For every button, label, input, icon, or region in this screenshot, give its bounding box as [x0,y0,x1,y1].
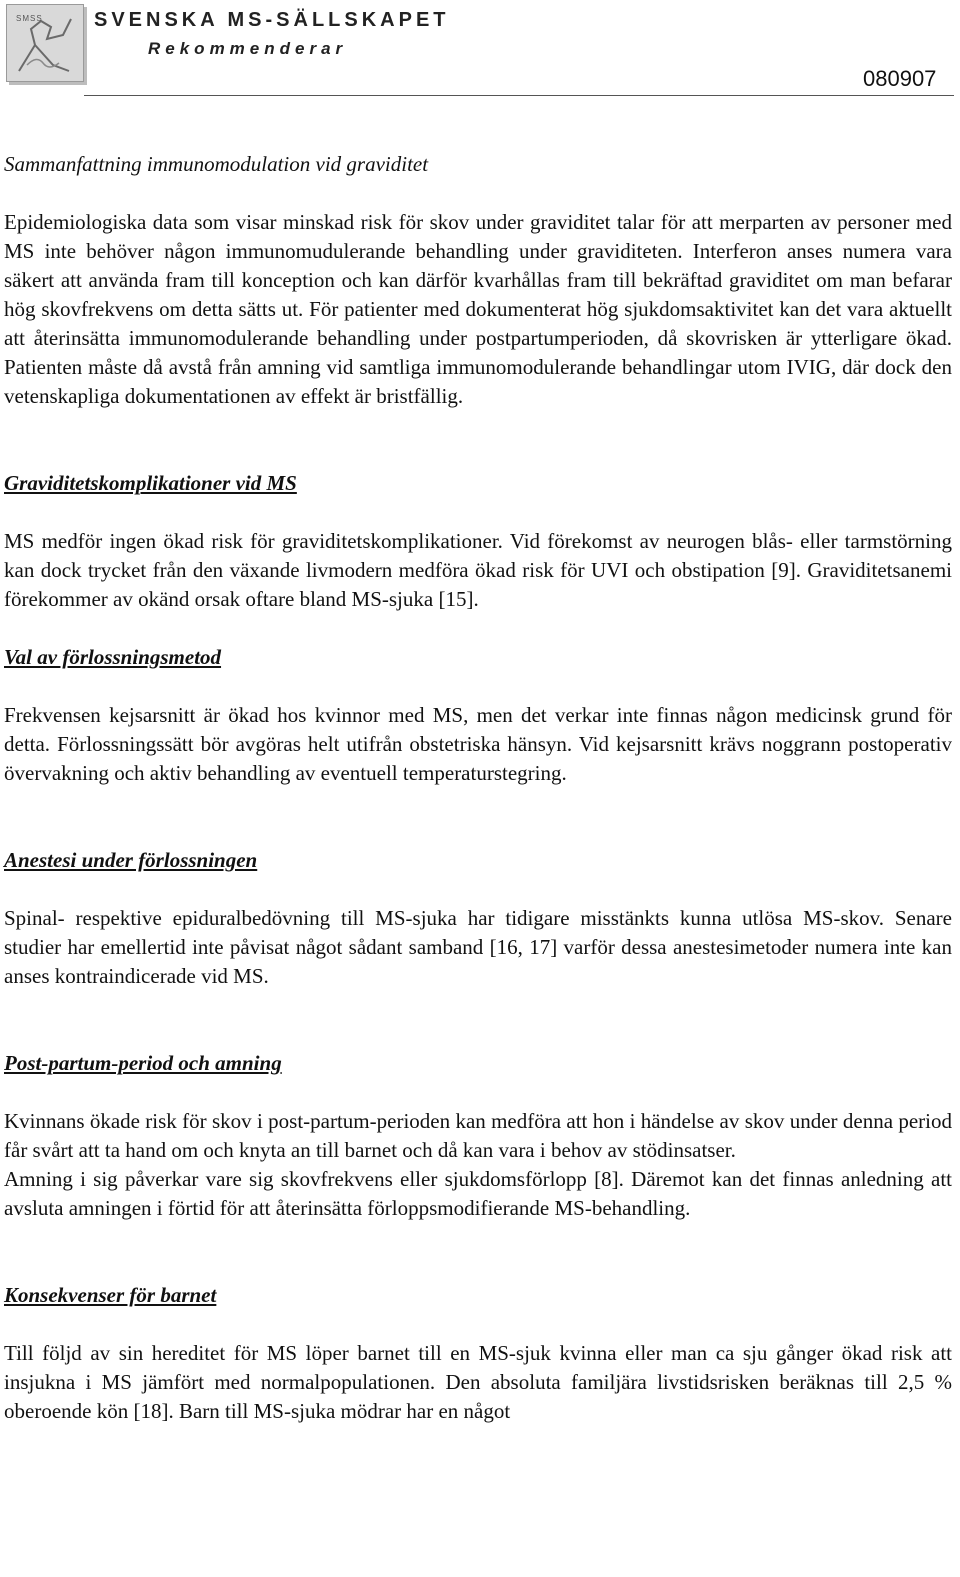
section-body-anesthesia: Spinal- respektive epiduralbedövning till MS-sjuka har tidigare misstänkts kunna utlösa MS-skov. Senare studier har emellertid inte påvisat något sådant samband [16, 17] varför dessa anestesimetoder numera inte kan anses kontraindicerade vid MS. [4,906,952,988]
section-heading-pregnancy-complications: Graviditetskomplikationer vid MS [4,471,297,495]
section-heading-postpartum: Post-partum-period och amning [4,1051,282,1075]
header-divider [84,95,954,96]
section-heading-delivery-method: Val av förlossningsmetod [4,645,222,669]
society-logo [6,4,84,82]
summary-paragraph: Epidemiologiska data som visar minskad risk för skov under graviditet talar för att merparten av personer med MS inte behöver någon immunomudulerande behandling under graviditeten. Interferon anses numera vara säkert att använda fram till konception och kan därför kvarhållas fram till bekräftad graviditet om man befarar hög skovfrekvens om detta sätts ut. För patienter med dokumenterat hög sjukdomsaktivitet kan det vara aktuellt att återinsätta immunomodulerande behandling under postpartumperioden, då skovrisken är ytterligare ökad. Patienten måste då avstå från amning vid samtliga immunomodulerande behandlingar utom IVIG, där dock den vetenskapliga dokumentationen av effekt är bristfällig. [4,210,952,408]
section-body-child-consequences: Till följd av sin hereditet för MS löper barnet till en MS-sjuk kvinna eller man ca sju gånger ökad risk att insjukna i MS jämfört med normalpopulationen. Den absoluta familjära livstidsrisken beräknas till 2,5 % oberoende kön [18]. Barn till MS-sjuka mödrar har en något [4,1341,952,1423]
section-body-postpartum: Kvinnans ökade risk för skov i post-partum-perioden kan medföra att hon i händelse av skov under denna period får svårt att ta hand om och knyta an till barnet och då kan vara i behov av stödinsatser. [4,1109,952,1162]
page-header [0,0,960,100]
section-body-delivery-method: Frekvensen kejsarsnitt är ökad hos kvinnor med MS, men det verkar inte finnas någon medicinsk grund för detta. Förlossningssätt bör avgöras helt utifrån obstetriska hänsyn. Vid kejsarsnitt krävs noggrann postoperativ övervakning och aktiv behandling av eventuell temperaturstegring. [4,703,952,785]
section-body-pregnancy-complications: MS medför ingen ökad risk för graviditetskomplikationer. Vid förekomst av neurogen blås- eller tarmstörning kan dock trycket från den växande livmodern medföra ökad risk för UVI och obstipation [9]. Graviditetsanemi förekommer av okänd orsak oftare bland MS-sjuka [15]. [4,529,952,611]
summary-title: Sammanfattning immunomodulation vid graviditet [4,152,429,176]
organization-subtitle: Rekommenderar [148,39,348,58]
document-body [4,150,952,1426]
section-body-postpartum-breastfeeding: Amning i sig påverkar vare sig skovfrekvens eller sjukdomsförlopp [8]. Däremot kan det finnas anledning att avsluta amningen i förtid för att återinsätta förloppsmodifierande MS-behandling. [4,1167,952,1220]
section-heading-child-consequences: Konsekvenser för barnet [4,1283,217,1307]
organization-name: SVENSKA MS-SÄLLSKAPET [94,9,450,31]
document-date: 080907 [863,66,937,91]
section-heading-anesthesia: Anestesi under förlossningen [4,848,258,872]
logo-text: SMSS [16,14,43,23]
